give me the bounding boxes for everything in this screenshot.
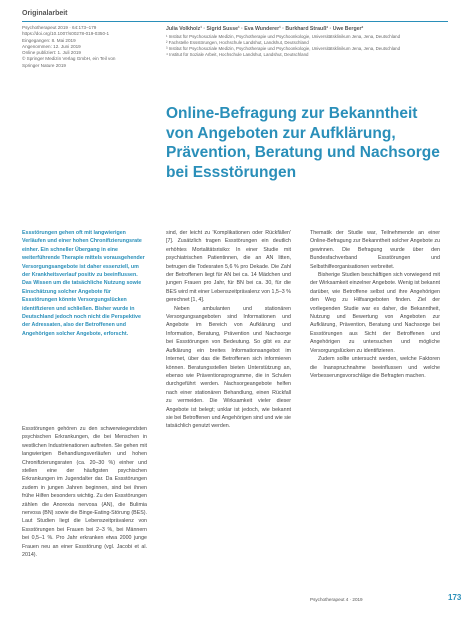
page-number: 173 — [448, 593, 462, 602]
body-column-2 — [166, 229, 291, 431]
body-column-1 — [22, 425, 147, 560]
meta-line: Springer Nature 2019 — [22, 62, 66, 68]
meta-line: Online publiziert: 1. Juli 2019 — [22, 50, 81, 56]
paragraph: sind, der leicht zu 'Komplikationen oder Rückfällen' [7]. Zusätzlich tragen Essstörungen ein deutlich erhöhtes Mortalitätsrisiko: In einer Studie mit psychiatrischen Patientinnen, die an AN litten, betrugen die Todesraten 5,6 % pro Dekade. Die Zahl der Betroffenen liegt für AN bei ca. 14 Mädchen und jungen Frauen pro Jahr, für BN bei ca. 30, für die BES wird mit einer Lebenszeitprävalenz von 1,5–3 % gerechnet [1, 4]. — [166, 230, 291, 304]
meta-line: © Springer Medizin Verlag GmbH, ein Teil von — [22, 56, 116, 62]
journal-footer: Psychotherapeut 4 · 2019 — [310, 597, 363, 602]
meta-line: Eingegangen: 8. Mai 2019 — [22, 37, 76, 43]
meta-line[interactable]: https://doi.org/10.1007/s00278-019-0350-1 — [22, 31, 110, 37]
section-label: Originalarbeit — [22, 10, 68, 17]
paragraph: Thematik der Studie war, Teilnehmende an einer Online-Befragung zur Bekanntheit solcher Angebote zu gewinnen. Die Befragung wurde über den Bundesfachverband Essstörungen und Selbsthilfeorganisationen verbreitet. — [310, 230, 440, 270]
article-meta — [22, 25, 152, 69]
affiliation: ² Fachstelle Essstörungen, Hochschule Landshut, Landshut, Deutschland — [166, 40, 309, 45]
meta-line: Psychotherapeut 2019 · 64:173–179 — [22, 25, 97, 30]
paragraph: Essstörungen gehören zu den schwerwiegendsten psychischen Erkrankungen, die bei Menschen in westlichen Industrienationen auftreten. Sie gehen mit langwierigen Behandlungsverläufen und hohen Chronifizierungsraten (ca. 20–30 %) einher und stellen eine der häufigsten psychischen Erkrankungen im Jugendalter dar. Da Essstörungen zudem in jungen Jahren beginnen, sind bei ihnen frühe Hilfen besonders wichtig. Zu den Essstörungen zählen die Anorexia nervosa (AN), die Bulimia nervosa (BN) sowie die Binge-Eating-Störung (BES). Laut Studien liegt die Lebenszeitprävalenz von Essstörungen bei Frauen bei 2–3 %, bei Männern bei 0,5–1 %. Pro Jahr erkranken etwa 2000 junge Frauen neu an einer Essstörung (vgl. Jacobi et al. 2014). — [22, 426, 147, 559]
author-list: Julia Volkholz¹ · Sigrid Susse¹ · Eva Wunderer¹ · Burkhard Strauß² · Uwe Berger² — [166, 26, 364, 32]
affiliation: ¹ Institut für Psychosoziale Medizin, Psychotherapie und Psychoonkologie, Universitätsklinikum Jena, Jena, Deutschland — [166, 34, 401, 39]
abstract: Essstörungen gehen oft mit langwierigen Verläufen und einer hohen Chronifizierungsrate einher. Ein schneller Übergang in eine weiterführende Therapie mittels vorausgehender Versorgungsangebote ist daher essenziell, um der Krankheitsverlauf positiv zu beeinflussen. Das Wissen um die tatsächliche Nutzung sowie Einschätzung solcher Angebote für Essstörungen könnte Versorgungslücken identifizieren und schließen. Bisher wurde in Deutschland jedoch noch nicht die Perspektive der Adressaten, also der Betroffenen und Angehörigen solcher Angebote, erforscht. — [22, 230, 145, 337]
article-title: Online-Befragung zur Bekanntheit von Angeboten zur Aufklärung, Prävention, Beratung und Nachsorge bei Essstörungen — [166, 105, 440, 181]
affiliation: ³ Institut für Psychosoziale Medizin, Psychotherapie und Psychoonkologie, Universitätsklinikum Jena, Jena, Deutschland — [166, 46, 401, 51]
paragraph: Zudem sollte untersucht werden, welche Faktoren die Inanspruchnahme beeinflussen und welche Verbesserungsvorschläge die Befragten machen. — [310, 356, 440, 379]
paragraph: Bisherige Studien beschäftigen sich vorwiegend mit der Wirksamkeit einzelner Angebote. Wenig ist bekannt darüber, wie Betroffene selbst und ihre Angehörigen den Weg zu Hilfsangeboten finden. Ziel der vorliegenden Studie war es daher, die Bekanntheit, Nutzung und Bewertung von Angeboten zur Aufklärung, Prävention, Beratung und Nachsorge bei Essstörungen aus Sicht der Betroffenen und Angehörigen zu untersuchen und mögliche Versorgungslücken zu identifizieren. — [310, 272, 440, 354]
affiliation-list — [166, 34, 456, 58]
body-column-3 — [310, 229, 440, 380]
header-rule — [22, 21, 448, 22]
affiliation: ⁴ Institut für Soziale Arbeit, Hochschule Landshut, Landshut, Deutschland — [166, 52, 309, 57]
paragraph: Neben ambulanten und stationären Versorgungsangeboten sind Informationen und Angebote im Bereich von Aufklärung und Information, Beratung, Prävention und Nachsorge bei Essstörungen von Bedeutung. So gibt es zur Aufklärung ein breites Informationsangebot im Internet, über das die Betroffenen sich informieren können. Beratungsstellen bieten Unterstützung an, ebenso wie Präventionsprogramme, die in Schulen durchgeführt werden. Nachsorgeangebote helfen nach einer stationären Behandlung, einen Rückfall zu vermeiden. Die Wirksamkeit vieler dieser Angebote ist belegt; unklar ist jedoch, wie bekannt sie bei Betroffenen und Angehörigen sind und wie sie tatsächlich genutzt werden. — [166, 305, 291, 430]
meta-line: Angenommen: 12. Juni 2019 — [22, 43, 81, 49]
